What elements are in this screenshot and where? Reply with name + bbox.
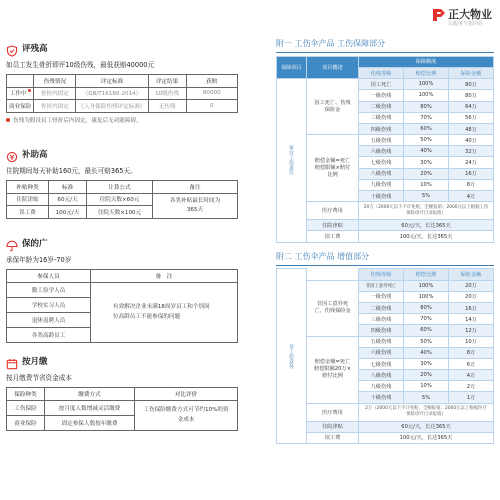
section-title: 补助高 — [22, 150, 48, 160]
section-wide-coverage — [6, 235, 238, 343]
coverage-detail-table — [276, 56, 494, 243]
table-cell: 80000 — [186, 87, 237, 100]
table-row — [277, 79, 494, 90]
table-cell: 四级伤残 — [359, 325, 404, 336]
table-cell: 70% — [404, 314, 449, 325]
table-cell: 十级伤残 — [359, 392, 404, 403]
brand-name: 正大物业 — [448, 8, 492, 21]
table-cell: 住院津贴 — [307, 421, 359, 432]
table-row — [277, 220, 494, 231]
table-cell: 16万 — [449, 168, 494, 179]
group-label: 非因工意外死亡、伤残保险金 — [307, 280, 359, 336]
table-cell: 60% — [404, 123, 449, 134]
table-cell: 8万 — [449, 179, 494, 190]
section-subtitle: 住院期间每天补助160元，最长可赔365天。 — [6, 167, 137, 175]
header-cell: 对比评价 — [135, 388, 238, 401]
group-label: 因工死亡、伤残保险金 — [307, 79, 359, 135]
table-row — [277, 135, 494, 146]
table-cell: 商业保险 — [7, 415, 45, 430]
group-label: 赔偿金额=死亡赔偿限额20万×赔付比例 — [307, 336, 359, 403]
table-cell: 80% — [404, 101, 449, 112]
table-cell: 《GB/T16180-2014》 — [76, 87, 148, 100]
title-underline — [276, 265, 494, 266]
group-label: 赔偿金额=死亡赔偿限额×赔付比例 — [307, 135, 359, 202]
header-cell: 赔偿比例 — [404, 67, 449, 78]
table-cell: 40% — [404, 347, 449, 358]
table-cell: 按月度人数增减灵活缴费 — [45, 400, 135, 415]
section-subtitle: 如员工发生骨折即评10级伤残，最低获赔40000元 — [6, 61, 155, 69]
table-cell: 16万 — [449, 302, 494, 313]
table-cell: 50% — [404, 336, 449, 347]
section-subtitle: 承保年龄为16岁-70岁 — [6, 256, 72, 264]
table-cell: 商业保险 — [7, 100, 34, 113]
table-cell: 三级伤残 — [359, 112, 404, 123]
table-cell: 四级伤残 — [359, 123, 404, 134]
header-cell: 备注 — [153, 181, 238, 194]
table-cell: 12万 — [449, 325, 494, 336]
table-cell: 60元/天 — [49, 193, 87, 206]
side-label: 单位工伤责任 — [277, 79, 307, 242]
table-cell: 48万 — [449, 123, 494, 134]
table-cell: 20万（2000元以下不计免赔，全额报销；2000元以上根据工伤保险诊疗目录报销） — [359, 202, 494, 220]
table-cell: 0 — [186, 100, 237, 113]
table-cell: 九级伤残 — [359, 179, 404, 190]
calendar-icon — [6, 355, 18, 367]
table-cell: 8万 — [449, 347, 494, 358]
header-cell: 保障项目 — [277, 56, 307, 78]
table-cell: 50% — [404, 135, 449, 146]
table-row — [277, 231, 494, 242]
section-high-assessment — [6, 40, 238, 124]
section-title: 保的广 — [22, 239, 48, 249]
table-cell: 九级伤残 — [359, 381, 404, 392]
table-cell: 误工费 — [7, 206, 49, 219]
header-cell: 保障额度 — [359, 56, 494, 67]
table-row — [7, 193, 238, 206]
header-cell: 项目概述 — [307, 56, 359, 78]
table-row — [7, 100, 238, 113]
table-cell: 40万 — [449, 135, 494, 146]
table-row — [7, 87, 238, 100]
table-cell: 骨折内固定 — [34, 100, 76, 113]
table-cell: 60% — [404, 325, 449, 336]
table-cell: 10万 — [449, 336, 494, 347]
table-row — [277, 403, 494, 421]
table-cell: 30% — [404, 157, 449, 168]
brand-logo — [432, 6, 496, 30]
table-cell: 六级伤残 — [359, 146, 404, 157]
header-cell — [7, 75, 34, 88]
header-cell: 伤残等级 — [359, 67, 404, 78]
table-cell: 80% — [404, 302, 449, 313]
table-cell: 100% — [404, 291, 449, 302]
table-cell: 1万 — [449, 392, 494, 403]
table-cell: 八级伤残 — [359, 168, 404, 179]
header-cell: 保险种类 — [7, 388, 45, 401]
header-cell: 缴费方式 — [45, 388, 135, 401]
table-cell: 2万（2000元以下不计免赔，全额报销；2000元以上根据医疗保险诊疗目录报销） — [359, 403, 494, 421]
table-cell: 十级伤残 — [359, 191, 404, 202]
header-cell: 补贴种类 — [7, 181, 49, 194]
table-cell: 学校实习人员 — [7, 297, 91, 312]
table-cell: 七级伤残 — [359, 358, 404, 369]
footnote: 伤残为假设员工骨折后内固定，康复后无功能障碍。 — [6, 116, 238, 124]
table-row — [277, 280, 494, 291]
table-cell: 住院津贴 — [307, 220, 359, 231]
table-cell: 住院津贴 — [7, 193, 49, 206]
table-cell: 32万 — [449, 146, 494, 157]
table-cell: 退休返聘人员 — [7, 312, 91, 327]
table-cell: 70% — [404, 112, 449, 123]
table-cell: 100% — [404, 90, 449, 101]
table-cell: 56万 — [449, 112, 494, 123]
appendix-title: 附二 工伤伞产品 增值部分 — [276, 251, 370, 261]
table-cell: 误工费 — [307, 432, 359, 443]
value-added-table — [276, 268, 494, 444]
table-cell: 五级伤残 — [359, 135, 404, 146]
table-cell: 工伤保险缴费方式可节约10%的资金成本 — [135, 400, 238, 430]
table-cell: 10级伤残 — [148, 87, 186, 100]
header-cell: 保险金额 — [449, 269, 494, 280]
table-cell: 因工死亡 — [359, 79, 404, 90]
table-cell: 七级伤残 — [359, 157, 404, 168]
table-cell: 误工费 — [307, 231, 359, 242]
coins-icon — [6, 148, 18, 160]
table-cell: 医疗费用 — [307, 403, 359, 421]
shield-icon — [6, 42, 18, 54]
table-cell: 《人身保险伤残评定标准》 — [76, 100, 148, 113]
appendix-title: 附一 工伤伞产品 工伤保障部分 — [276, 39, 386, 48]
table-cell: 八级伤残 — [359, 370, 404, 381]
appendix-1 — [276, 38, 494, 243]
table-cell: 各类高龄员工 — [7, 327, 91, 342]
table-cell: 100元/天 — [49, 206, 87, 219]
table-cell: 六级伤残 — [359, 347, 404, 358]
table-cell: 2万 — [449, 381, 494, 392]
section-subtitle: 按月缴费节省资金成本 — [6, 374, 72, 382]
section-title: 评残高 — [22, 44, 48, 54]
table-cell: 4万 — [449, 370, 494, 381]
table-cell: 工伤保险 — [7, 400, 45, 415]
table-cell: 医疗费用 — [307, 202, 359, 220]
table-cell: 60元/天，长达365天 — [359, 421, 494, 432]
table-cell: 5% — [404, 191, 449, 202]
header-cell: 保险金额 — [449, 67, 494, 78]
table-cell: 100元/天，长达365天 — [359, 432, 494, 443]
table-cell: 20% — [404, 370, 449, 381]
table-row — [7, 400, 238, 415]
table-cell: 住院天数×100元 — [87, 206, 153, 219]
header-cell: 获赔 — [186, 75, 237, 88]
table-cell: 各类补贴最长时间为365天 — [153, 193, 238, 218]
table-cell: 80万 — [449, 79, 494, 90]
table-cell: 20万 — [449, 291, 494, 302]
table-cell: 100元/天，长达365天 — [359, 231, 494, 242]
umbrella-icon — [6, 237, 18, 249]
table-cell: 10% — [404, 179, 449, 190]
brand-slogan: 让服务与您同在 — [448, 21, 484, 27]
table-cell: 勤工俭学人员 — [7, 282, 91, 297]
payment-table — [6, 387, 238, 431]
header-cell: 备 注 — [91, 270, 238, 283]
table-cell: 100% — [404, 280, 449, 291]
table-cell: 5% — [404, 392, 449, 403]
header-cell: 伤残情况 — [34, 75, 76, 88]
table-cell: 二级伤残 — [359, 101, 404, 112]
note-dot-icon — [6, 118, 10, 122]
table-cell: 骨折内固定 — [34, 87, 76, 100]
table-cell: 20% — [404, 168, 449, 179]
table-row — [277, 202, 494, 220]
table-cell: 40% — [404, 146, 449, 157]
table-cell: 一级伤残 — [359, 291, 404, 302]
table-cell: 固定参保人数按年缴费 — [45, 415, 135, 430]
table-cell: 有效解决企业未满18周岁员工和个别岗位高龄员工不能参保的问题 — [91, 282, 238, 342]
right-column — [276, 38, 494, 444]
table-cell: 80万 — [449, 90, 494, 101]
table-cell: 10% — [404, 381, 449, 392]
assessment-table — [6, 74, 238, 113]
table-cell: 30% — [404, 358, 449, 369]
table-row — [277, 421, 494, 432]
table-cell: 6万 — [449, 358, 494, 369]
table-row — [7, 282, 238, 297]
table-cell: 一级伤残 — [359, 90, 404, 101]
table-cell: 三级伤残 — [359, 314, 404, 325]
table-cell: 二级伤残 — [359, 302, 404, 313]
table-cell: 24万 — [449, 157, 494, 168]
table-row — [277, 432, 494, 443]
subsidy-table — [6, 180, 238, 219]
table-cell: 14万 — [449, 314, 494, 325]
header-cell: 评定标准 — [76, 75, 148, 88]
appendix-2 — [276, 251, 494, 444]
title-underline — [276, 52, 494, 53]
table-cell: 60元/天，长达365天 — [359, 220, 494, 231]
table-cell: 无伤残 — [148, 100, 186, 113]
section-monthly-payment — [6, 353, 238, 431]
table-cell: 4万 — [449, 191, 494, 202]
side-label: 非工伤意外 — [277, 269, 307, 444]
header-cell: 评定结果 — [148, 75, 186, 88]
table-row — [277, 336, 494, 347]
header-cell: 计算公式 — [87, 181, 153, 194]
marker-dot-icon — [28, 89, 31, 92]
logo-mark-icon — [432, 8, 446, 22]
table-cell: 工作中 — [7, 87, 34, 100]
table-cell: 住院天数×60元 — [87, 193, 153, 206]
coverage-table — [6, 269, 238, 343]
table-cell: 非因工意外死亡 — [359, 280, 404, 291]
table-cell: 五级伤残 — [359, 336, 404, 347]
header-cell: 参保人员 — [7, 270, 91, 283]
table-cell: 64万 — [449, 101, 494, 112]
table-cell: 100% — [404, 79, 449, 90]
header-cell: 赔偿比例 — [404, 269, 449, 280]
header-cell: 标准 — [49, 181, 87, 194]
table-cell: 20万 — [449, 280, 494, 291]
header-cell: 伤残等级 — [359, 269, 404, 280]
section-title: 按月缴 — [22, 357, 48, 367]
section-high-subsidy — [6, 146, 238, 219]
